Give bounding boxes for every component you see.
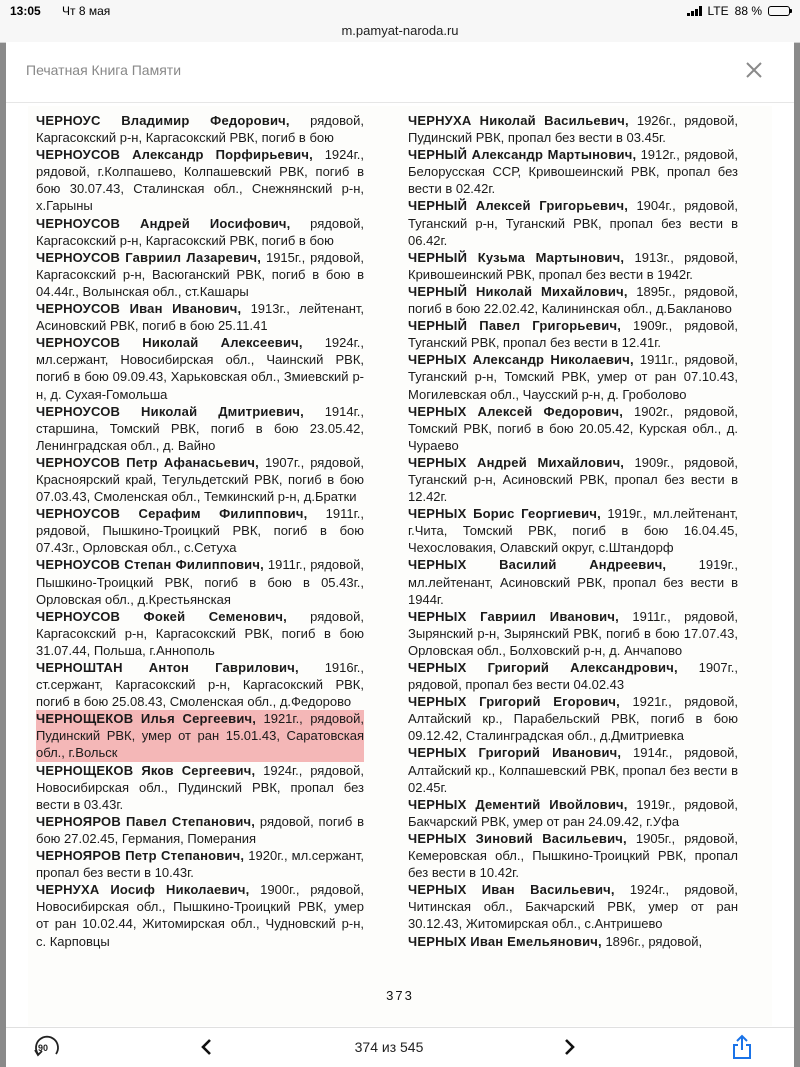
memorial-entry: [408, 403, 738, 454]
entry-details: 1915г., рядовой, Каргасокский р-н, Васюганский РВК, погиб в бою в 04.44г., Волынская обл., ст.Кашары: [36, 249, 364, 299]
entry-name: ЧЕРНЫЙ Алексей Григорьевич,: [408, 198, 629, 214]
entry-details: 1911г., рядовой, Пышкино-Троицкий РВК, погиб в бою 07.43г., Орловская обл., с.Сетуха: [36, 506, 364, 556]
prev-page-button[interactable]: [196, 1036, 218, 1058]
entry-name: ЧЕРНОУСОВ Петр Афанасьевич,: [36, 454, 259, 470]
entry-name: ЧЕРНОУСОВ Гавриил Лазаревич,: [36, 249, 262, 265]
memorial-entry: [408, 454, 738, 505]
entry-name: ЧЕРНЫХ Александр Николаевич,: [408, 352, 634, 368]
entry-name: ЧЕРНОЯРОВ Павел Степанович,: [36, 813, 256, 829]
memorial-entry: [36, 249, 364, 300]
share-button[interactable]: [730, 1034, 754, 1060]
viewer-toolbar: [6, 1027, 794, 1067]
memorial-entry: [36, 215, 364, 249]
entry-name: ЧЕРНОЯРОВ Петр Степанович,: [36, 848, 245, 864]
left-column: [36, 112, 364, 950]
dialog-title: Печатная Книга Памяти: [26, 62, 182, 78]
entry-name: ЧЕРНОЩЕКОВ Яков Сергеевич,: [36, 762, 256, 778]
entry-details: 1919г., мл.лейтенант, Асиновский РВК, пропал без вести в 1944г.: [408, 557, 738, 607]
entry-name: ЧЕРНУХА Иосиф Николаевич,: [36, 882, 250, 898]
memorial-entry: [408, 112, 738, 146]
entry-details: 1921г., рядовой, Пудинский РВК, умер от ран 15.01.43, Саратовская обл., г.Вольск: [36, 711, 364, 761]
memorial-entry: [36, 762, 364, 813]
memorial-entry: [408, 659, 738, 693]
memorial-entry: [36, 505, 364, 556]
memorial-entry: [408, 505, 738, 556]
close-icon[interactable]: [742, 58, 766, 82]
entry-name: ЧЕРНОУСОВ Серафим Филиппович,: [36, 506, 308, 522]
entry-details: 1909г., рядовой, Туганский РВК, пропал без вести в 12.41г.: [408, 318, 739, 351]
chevron-left-icon: [196, 1036, 218, 1058]
memorial-entry: [36, 710, 364, 761]
entry-name: ЧЕРНЫХ Андрей Михайлович,: [408, 454, 625, 470]
entry-name: ЧЕРНОУС Владимир Федорович,: [36, 113, 290, 128]
entry-name: ЧЕРНЫХ Василий Андреевич,: [408, 557, 667, 573]
entry-details: 1916г., ст.сержант, Каргасокский р-н, Каргасокский РВК, погиб в бою 25.08.43, Смоленская обл., д.Федорово: [36, 660, 364, 710]
entry-name: ЧЕРНОУСОВ Иван Иванович,: [36, 301, 242, 317]
entry-details: 1902г., рядовой, Томский РВК, погиб в бою 20.05.42, Курская обл., д. Чураево: [408, 403, 738, 453]
rotate-degrees: 90: [38, 1043, 49, 1053]
page-number: 373: [386, 988, 414, 1003]
entry-name: ЧЕРНОУСОВ Александр Порфирьевич,: [36, 147, 313, 163]
memorial-entry: [408, 146, 738, 197]
entry-name: ЧЕРНОУСОВ Николай Алексеевич,: [36, 335, 303, 351]
entry-name: ЧЕРНОУСОВ Андрей Иосифович,: [36, 215, 291, 231]
memorial-entry: [408, 693, 738, 744]
entry-details: рядовой, погиб в бою 27.02.45, Германия, Померания: [36, 813, 364, 846]
entry-details: 1924г., рядовой, Читинская обл., Бакчарский РВК, умер от ран 30.12.43, Житомирская обл., с.Антришево: [408, 882, 738, 932]
entry-name: ЧЕРНЫХ Иван Васильевич,: [408, 882, 615, 898]
status-bar: [0, 0, 800, 22]
entry-details: 1924г., мл.сержант, Новосибирская обл., Чаинский РВК, погиб в бою 09.09.43, Харьковская обл., Змиевский р-н, д. Сухая-Гомольша: [36, 335, 364, 402]
memorial-entry: [36, 813, 364, 847]
entry-name: ЧЕРНЫЙ Николай Михайлович,: [408, 283, 628, 299]
memorial-entry: [408, 556, 738, 607]
entry-details: 1912г., рядовой, Белорусская ССР, Кривошеинский РВК, пропал без вести в 02.42г.: [408, 147, 738, 197]
entry-details: 1920г., мл.сержант, пропал без вести в 10.43г.: [36, 848, 364, 881]
memorial-entry: [36, 847, 364, 881]
entry-details: 1914г., рядовой, Алтайский кр., Колпашевский РВК, пропал без вести в 02.45г.: [408, 745, 738, 795]
battery-icon: [768, 6, 790, 16]
memorial-entry: [408, 933, 738, 950]
memorial-entry: [408, 249, 738, 283]
memorial-entry: [36, 334, 364, 402]
entry-details: 1921г., рядовой, Алтайский кр., Парабельский РВК, погиб в бою 09.12.42, Сталинградская обл., д.Дмитриевка: [408, 694, 739, 744]
entry-details: 1900г., рядовой, Новосибирская обл., Пышкино-Троицкий РВК, умер от ран 10.02.44, Житомирская обл., Чудновский р-н, с. Карповцы: [36, 882, 364, 949]
status-date: Чт 8 мая: [62, 4, 111, 18]
entry-name: ЧЕРНЫХ Зиновий Васильевич,: [408, 830, 627, 846]
entry-name: ЧЕРНЫХ Дементий Ивойлович,: [408, 796, 628, 812]
memorial-entry: [36, 112, 364, 146]
memorial-entry: [408, 796, 738, 830]
entry-details: 1907г., рядовой, Красноярский край, Тегульдетский РВК, погиб в бою 07.03.43, Смоленская обл., Темкинский р-н, д.Братки: [36, 454, 365, 505]
url-bar[interactable]: [0, 22, 800, 43]
entry-name: ЧЕРНУХА Николай Васильевич,: [408, 113, 629, 128]
entry-details: 1913г., лейтенант, Асиновский РВК, погиб в бою 25.11.41: [36, 301, 364, 334]
share-icon: [730, 1034, 754, 1060]
memorial-entry: [36, 146, 364, 214]
memorial-entry: [408, 608, 738, 659]
entry-name: ЧЕРНЫЙ Павел Григорьевич,: [408, 318, 622, 334]
memorial-entry: [36, 608, 364, 659]
entry-details: 1907г., рядовой, пропал без вести 04.02.43: [408, 660, 738, 693]
entry-details: 1926г., рядовой, Пудинский РВК, пропал без вести в 03.45г.: [408, 113, 738, 146]
entry-details: 1913г., рядовой, Кривошеинский РВК, пропал без вести в 1942г.: [408, 249, 738, 282]
entry-details: 1911г., рядовой, Зырянский р-н, Зырянский РВК, погиб в бою 17.07.43, Орловская обл., Болховский р-н, д. Анчапово: [408, 608, 738, 658]
entry-name: ЧЕРНЫХ Иван Емельянович,: [408, 933, 602, 949]
entry-name: ЧЕРНЫХ Борис Георгиевич,: [408, 506, 601, 522]
entry-name: ЧЕРНОУСОВ Степан Филиппович,: [36, 557, 264, 573]
entry-details: 1919г., мл.лейтенант, г.Чита, Томский РВК, погиб в бою 16.04.45, Чехословакия, Олавский округ, с.Штандорф: [408, 506, 738, 556]
right-column: [408, 112, 738, 950]
dialog-header: [6, 42, 794, 103]
entry-details: рядовой, Каргасокский р-н, Каргасокский РВК, погиб в бою: [36, 215, 364, 248]
entry-details: 1924г., рядовой, Новосибирская обл., Пудинский РВК, пропал без вести в 03.43г.: [36, 762, 364, 812]
signal-icon: [687, 6, 702, 16]
memorial-entry: [408, 351, 738, 402]
next-page-button[interactable]: [558, 1036, 580, 1058]
entry-name: ЧЕРНОЩЕКОВ Илья Сергеевич,: [36, 711, 257, 727]
memorial-entry: [36, 454, 364, 505]
entry-details: 1911г., рядовой, Туганский р-н, Томский РВК, умер от ран 07.10.43, Могилевская обл., Чаусский р-н, д. Гроболово: [408, 352, 738, 402]
memorial-entry: [36, 556, 364, 607]
entry-name: ЧЕРНЫХ Григорий Егорович,: [408, 694, 620, 710]
entry-details: 1911г., рядовой, Пышкино-Троицкий РВК, погиб в бою в 05.43г., Орловская обл., д.Крестьянская: [36, 557, 364, 607]
memorial-entry: [408, 317, 738, 351]
entry-name: ЧЕРНЫЙ Александр Мартынович,: [408, 147, 637, 163]
page-indicator: 374 из 545: [354, 1039, 424, 1055]
entry-name: ЧЕРНЫХ Гавриил Иванович,: [408, 608, 619, 624]
memorial-entry: [36, 403, 364, 454]
entry-details: 1905г., рядовой, Кемеровская обл., Пышкино-Троицкий РВК, пропал без вести в 10.42г.: [408, 830, 738, 881]
book-viewer-dialog: [6, 42, 794, 1027]
entry-name: ЧЕРНЫХ Алексей Федорович,: [408, 403, 624, 419]
entry-details: 1896г., рядовой,: [601, 933, 703, 949]
memorial-entry: [36, 881, 364, 949]
entry-details: 1895г., рядовой, погиб в бою 22.02.42, Калининская обл., д.Бакланово: [408, 283, 738, 317]
entry-details: 1914г., старшина, Томский РВК, погиб в бою 23.05.42, Ленинградская обл., д. Вайно: [36, 403, 364, 453]
network-type: LTE: [707, 4, 729, 18]
status-right: [687, 4, 790, 18]
battery-percent: 88 %: [734, 4, 762, 18]
rotate-button[interactable]: [32, 1034, 62, 1060]
memorial-entry: [408, 830, 738, 881]
entry-name: ЧЕРНОУСОВ Фокей Семенович,: [36, 608, 287, 624]
entry-details: 1909г., рядовой, Туганский р-н, Асиновский РВК, пропал без вести в 12.42г.: [408, 454, 738, 505]
entry-name: ЧЕРНЫЙ Кузьма Мартынович,: [408, 249, 625, 265]
entry-name: ЧЕРНЫХ Григорий Александрович,: [408, 660, 678, 675]
entry-name: ЧЕРНОУСОВ Николай Дмитриевич,: [36, 403, 304, 419]
book-page-scan: [28, 106, 772, 1026]
entry-name: ЧЕРНОШТАН Антон Гаврилович,: [36, 660, 299, 675]
entry-details: рядовой, Каргасокский р-н, Каргасокский РВК, погиб в бою 31.07.44, Польша, г.Аннополь: [36, 608, 364, 658]
entry-details: 1904г., рядовой, Туганский р-н, Туганский РВК, пропал без вести в 06.42г.: [408, 198, 738, 248]
memorial-entry: [408, 283, 738, 317]
entry-name: ЧЕРНЫХ Григорий Иванович,: [408, 745, 622, 761]
chevron-right-icon: [558, 1036, 580, 1058]
entry-details: рядовой, Каргасокский р-н, Каргасокский РВК, погиб в бою: [36, 113, 364, 146]
memorial-entry: [408, 197, 738, 248]
url-text[interactable]: m.pamyat-naroda.ru: [341, 23, 459, 38]
memorial-entry: [408, 744, 738, 795]
memorial-entry: [408, 881, 738, 932]
entry-details: 1919г., рядовой, Бакчарский РВК, умер от ран 24.09.42, г.Уфа: [408, 796, 738, 829]
status-time: 13:05: [10, 4, 41, 18]
memorial-entry: [36, 300, 364, 334]
memorial-entry: [36, 659, 364, 710]
entry-details: 1924г., рядовой, г.Колпашево, Колпашевский РВК, погиб в бою 30.07.43, Сталинская обл., Снежнянский р-н, х.Гарыны: [36, 147, 364, 214]
